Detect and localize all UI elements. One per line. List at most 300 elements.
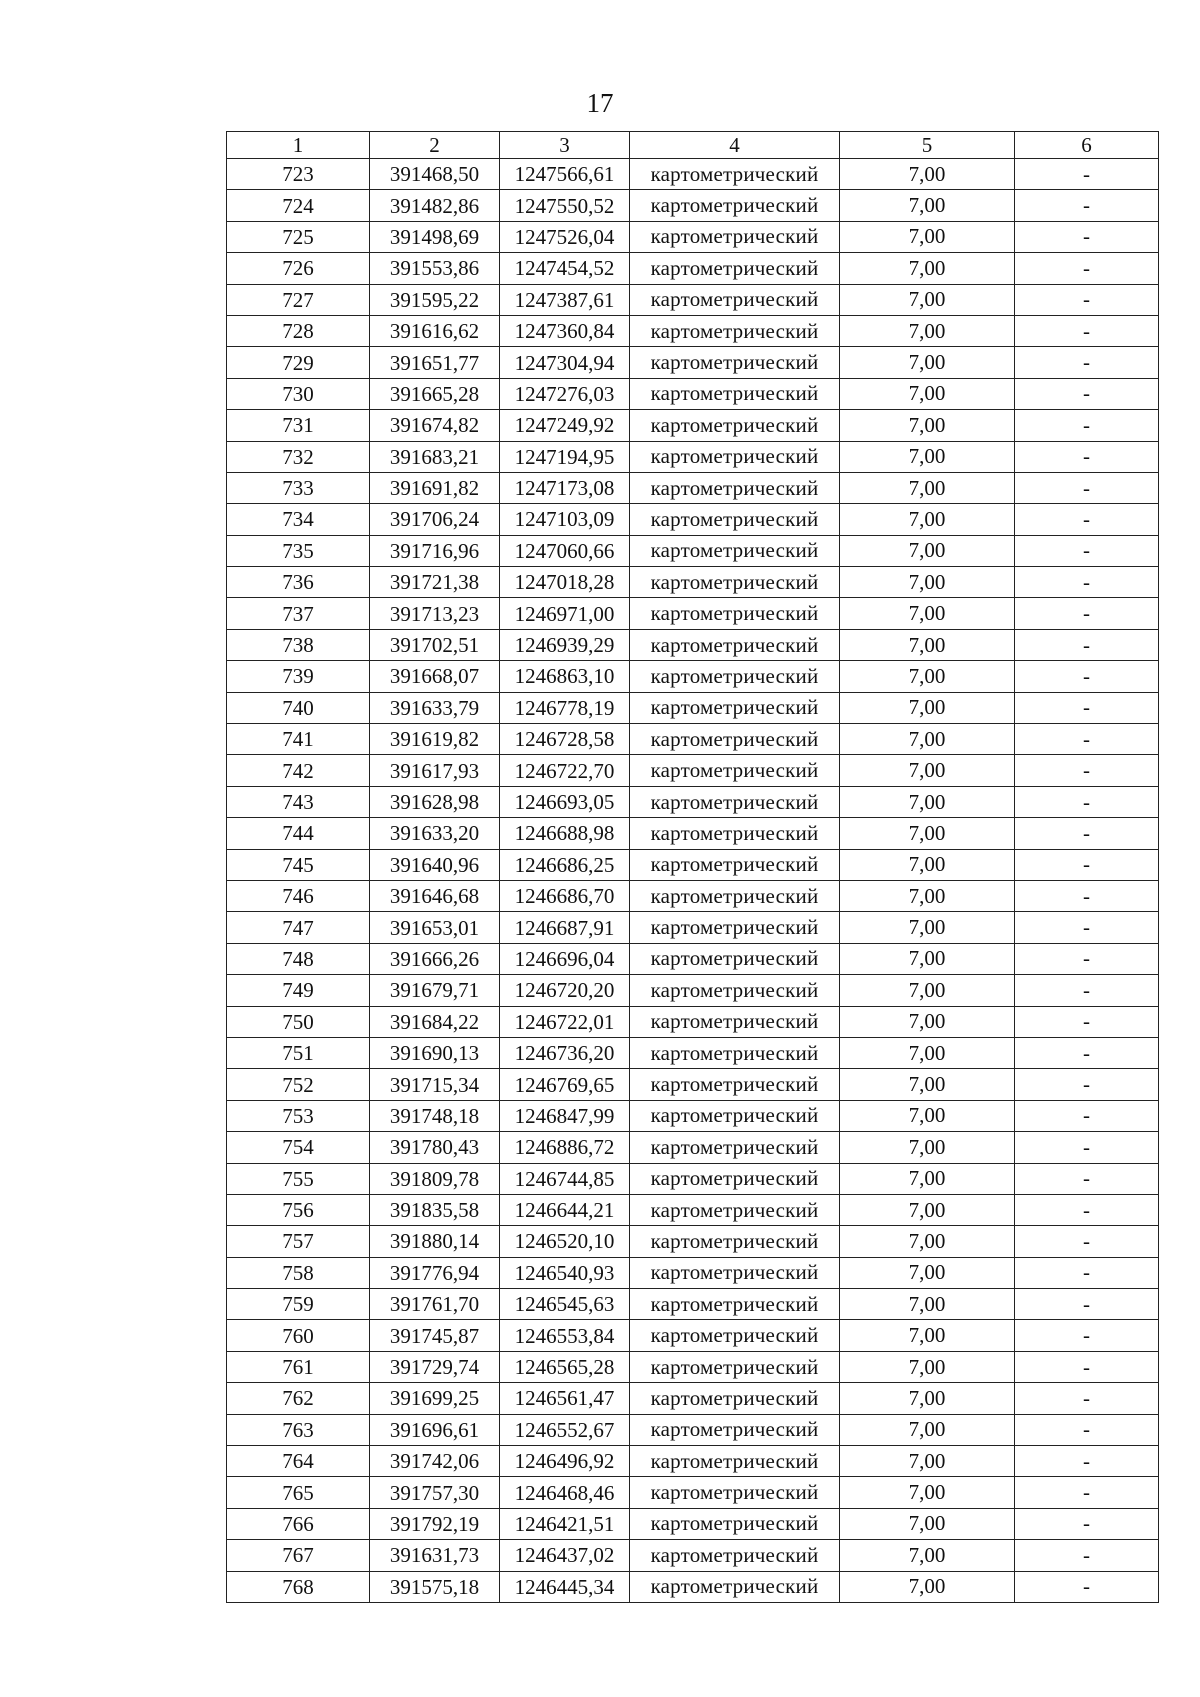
x-coordinate-cell: 391684,22 (370, 1006, 500, 1037)
point-number-cell: 736 (227, 567, 370, 598)
note-cell: - (1015, 284, 1159, 315)
y-coordinate-cell: 1246565,28 (500, 1351, 630, 1382)
method-cell: картометрический (630, 1037, 840, 1068)
y-coordinate-cell: 1246686,70 (500, 880, 630, 911)
accuracy-cell: 7,00 (840, 692, 1015, 723)
y-coordinate-cell: 1247194,95 (500, 441, 630, 472)
column-header: 4 (630, 132, 840, 159)
table-row (227, 724, 1159, 755)
point-number-cell: 759 (227, 1289, 370, 1320)
x-coordinate-cell: 391631,73 (370, 1540, 500, 1571)
y-coordinate-cell: 1246496,92 (500, 1446, 630, 1477)
note-cell: - (1015, 1194, 1159, 1225)
column-header: 5 (840, 132, 1015, 159)
point-number-cell: 761 (227, 1351, 370, 1382)
accuracy-cell: 7,00 (840, 661, 1015, 692)
method-cell: картометрический (630, 221, 840, 252)
note-cell: - (1015, 378, 1159, 409)
table-row (227, 692, 1159, 723)
point-number-cell: 747 (227, 912, 370, 943)
x-coordinate-cell: 391665,28 (370, 378, 500, 409)
note-cell: - (1015, 975, 1159, 1006)
table-row (227, 535, 1159, 566)
method-cell: картометрический (630, 755, 840, 786)
point-number-cell: 727 (227, 284, 370, 315)
accuracy-cell: 7,00 (840, 1006, 1015, 1037)
x-coordinate-cell: 391617,93 (370, 755, 500, 786)
y-coordinate-cell: 1246971,00 (500, 598, 630, 629)
method-cell: картометрический (630, 1257, 840, 1288)
x-coordinate-cell: 391691,82 (370, 472, 500, 503)
note-cell: - (1015, 253, 1159, 284)
table-row (227, 1100, 1159, 1131)
method-cell: картометрический (630, 1383, 840, 1414)
y-coordinate-cell: 1246769,65 (500, 1069, 630, 1100)
method-cell: картометрический (630, 504, 840, 535)
x-coordinate-cell: 391595,22 (370, 284, 500, 315)
point-number-cell: 726 (227, 253, 370, 284)
y-coordinate-cell: 1246722,70 (500, 755, 630, 786)
table-row (227, 253, 1159, 284)
point-number-cell: 743 (227, 786, 370, 817)
x-coordinate-cell: 391690,13 (370, 1037, 500, 1068)
x-coordinate-cell: 391619,82 (370, 724, 500, 755)
point-number-cell: 725 (227, 221, 370, 252)
method-cell: картометрический (630, 598, 840, 629)
note-cell: - (1015, 1477, 1159, 1508)
point-number-cell: 744 (227, 818, 370, 849)
method-cell: картометрический (630, 1351, 840, 1382)
x-coordinate-cell: 391780,43 (370, 1132, 500, 1163)
table-body (227, 159, 1159, 1603)
note-cell: - (1015, 943, 1159, 974)
method-cell: картометрический (630, 284, 840, 315)
method-cell: картометрический (630, 1132, 840, 1163)
point-number-cell: 750 (227, 1006, 370, 1037)
point-number-cell: 732 (227, 441, 370, 472)
table-row (227, 1571, 1159, 1602)
note-cell: - (1015, 159, 1159, 190)
y-coordinate-cell: 1247526,04 (500, 221, 630, 252)
accuracy-cell: 7,00 (840, 159, 1015, 190)
y-coordinate-cell: 1247360,84 (500, 315, 630, 346)
table-row (227, 1446, 1159, 1477)
note-cell: - (1015, 567, 1159, 598)
x-coordinate-cell: 391716,96 (370, 535, 500, 566)
point-number-cell: 723 (227, 159, 370, 190)
accuracy-cell: 7,00 (840, 1100, 1015, 1131)
accuracy-cell: 7,00 (840, 598, 1015, 629)
x-coordinate-cell: 391651,77 (370, 347, 500, 378)
y-coordinate-cell: 1246693,05 (500, 786, 630, 817)
x-coordinate-cell: 391699,25 (370, 1383, 500, 1414)
x-coordinate-cell: 391706,24 (370, 504, 500, 535)
x-coordinate-cell: 391482,86 (370, 190, 500, 221)
method-cell: картометрический (630, 1163, 840, 1194)
x-coordinate-cell: 391668,07 (370, 661, 500, 692)
note-cell: - (1015, 818, 1159, 849)
accuracy-cell: 7,00 (840, 943, 1015, 974)
column-header: 2 (370, 132, 500, 159)
page-number: 17 (586, 88, 614, 118)
method-cell: картометрический (630, 378, 840, 409)
accuracy-cell: 7,00 (840, 1351, 1015, 1382)
y-coordinate-cell: 1246520,10 (500, 1226, 630, 1257)
method-cell: картометрический (630, 943, 840, 974)
table-row (227, 1414, 1159, 1445)
note-cell: - (1015, 1540, 1159, 1571)
x-coordinate-cell: 391640,96 (370, 849, 500, 880)
table-row (227, 912, 1159, 943)
method-cell: картометрический (630, 849, 840, 880)
point-number-cell: 768 (227, 1571, 370, 1602)
accuracy-cell: 7,00 (840, 975, 1015, 1006)
y-coordinate-cell: 1246847,99 (500, 1100, 630, 1131)
column-header: 1 (227, 132, 370, 159)
note-cell: - (1015, 410, 1159, 441)
point-number-cell: 746 (227, 880, 370, 911)
y-coordinate-cell: 1247249,92 (500, 410, 630, 441)
y-coordinate-cell: 1247550,52 (500, 190, 630, 221)
y-coordinate-cell: 1246736,20 (500, 1037, 630, 1068)
point-number-cell: 735 (227, 535, 370, 566)
point-number-cell: 740 (227, 692, 370, 723)
accuracy-cell: 7,00 (840, 1037, 1015, 1068)
x-coordinate-cell: 391633,20 (370, 818, 500, 849)
point-number-cell: 752 (227, 1069, 370, 1100)
x-coordinate-cell: 391880,14 (370, 1226, 500, 1257)
accuracy-cell: 7,00 (840, 849, 1015, 880)
x-coordinate-cell: 391628,98 (370, 786, 500, 817)
method-cell: картометрический (630, 535, 840, 566)
point-number-cell: 731 (227, 410, 370, 441)
y-coordinate-cell: 1246644,21 (500, 1194, 630, 1225)
method-cell: картометрический (630, 253, 840, 284)
note-cell: - (1015, 1508, 1159, 1539)
y-coordinate-cell: 1246468,46 (500, 1477, 630, 1508)
note-cell: - (1015, 1006, 1159, 1037)
note-cell: - (1015, 1226, 1159, 1257)
x-coordinate-cell: 391792,19 (370, 1508, 500, 1539)
table-row (227, 1508, 1159, 1539)
x-coordinate-cell: 391713,23 (370, 598, 500, 629)
table-row (227, 1540, 1159, 1571)
column-header: 3 (500, 132, 630, 159)
note-cell: - (1015, 786, 1159, 817)
accuracy-cell: 7,00 (840, 315, 1015, 346)
accuracy-cell: 7,00 (840, 1257, 1015, 1288)
point-number-cell: 755 (227, 1163, 370, 1194)
note-cell: - (1015, 912, 1159, 943)
point-number-cell: 764 (227, 1446, 370, 1477)
point-number-cell: 739 (227, 661, 370, 692)
note-cell: - (1015, 347, 1159, 378)
accuracy-cell: 7,00 (840, 1414, 1015, 1445)
y-coordinate-cell: 1247103,09 (500, 504, 630, 535)
table-row (227, 1069, 1159, 1100)
table-row (227, 1194, 1159, 1225)
table-row (227, 159, 1159, 190)
y-coordinate-cell: 1246552,67 (500, 1414, 630, 1445)
table-row (227, 975, 1159, 1006)
table-row (227, 755, 1159, 786)
table-row (227, 786, 1159, 817)
x-coordinate-cell: 391776,94 (370, 1257, 500, 1288)
y-coordinate-cell: 1246722,01 (500, 1006, 630, 1037)
x-coordinate-cell: 391745,87 (370, 1320, 500, 1351)
x-coordinate-cell: 391757,30 (370, 1477, 500, 1508)
note-cell: - (1015, 190, 1159, 221)
point-number-cell: 751 (227, 1037, 370, 1068)
point-number-cell: 767 (227, 1540, 370, 1571)
accuracy-cell: 7,00 (840, 724, 1015, 755)
method-cell: картометрический (630, 1194, 840, 1225)
method-cell: картометрический (630, 629, 840, 660)
y-coordinate-cell: 1247060,66 (500, 535, 630, 566)
note-cell: - (1015, 472, 1159, 503)
point-number-cell: 741 (227, 724, 370, 755)
y-coordinate-cell: 1246421,51 (500, 1508, 630, 1539)
x-coordinate-cell: 391498,69 (370, 221, 500, 252)
table-row (227, 1383, 1159, 1414)
note-cell: - (1015, 1069, 1159, 1100)
x-coordinate-cell: 391679,71 (370, 975, 500, 1006)
y-coordinate-cell: 1246437,02 (500, 1540, 630, 1571)
note-cell: - (1015, 880, 1159, 911)
point-number-cell: 729 (227, 347, 370, 378)
y-coordinate-cell: 1247018,28 (500, 567, 630, 598)
table-row (227, 472, 1159, 503)
table-row (227, 410, 1159, 441)
note-cell: - (1015, 692, 1159, 723)
x-coordinate-cell: 391553,86 (370, 253, 500, 284)
x-coordinate-cell: 391468,50 (370, 159, 500, 190)
point-number-cell: 745 (227, 849, 370, 880)
table-row (227, 315, 1159, 346)
note-cell: - (1015, 598, 1159, 629)
method-cell: картометрический (630, 818, 840, 849)
method-cell: картометрический (630, 190, 840, 221)
y-coordinate-cell: 1246545,63 (500, 1289, 630, 1320)
point-number-cell: 753 (227, 1100, 370, 1131)
table-row (227, 1226, 1159, 1257)
point-number-cell: 756 (227, 1194, 370, 1225)
point-number-cell: 737 (227, 598, 370, 629)
point-number-cell: 749 (227, 975, 370, 1006)
method-cell: картометрический (630, 315, 840, 346)
accuracy-cell: 7,00 (840, 629, 1015, 660)
accuracy-cell: 7,00 (840, 1320, 1015, 1351)
point-number-cell: 730 (227, 378, 370, 409)
accuracy-cell: 7,00 (840, 441, 1015, 472)
point-number-cell: 742 (227, 755, 370, 786)
method-cell: картометрический (630, 567, 840, 598)
note-cell: - (1015, 1100, 1159, 1131)
note-cell: - (1015, 315, 1159, 346)
note-cell: - (1015, 1320, 1159, 1351)
point-number-cell: 754 (227, 1132, 370, 1163)
note-cell: - (1015, 849, 1159, 880)
accuracy-cell: 7,00 (840, 912, 1015, 943)
table-row (227, 661, 1159, 692)
y-coordinate-cell: 1247304,94 (500, 347, 630, 378)
x-coordinate-cell: 391696,61 (370, 1414, 500, 1445)
accuracy-cell: 7,00 (840, 1226, 1015, 1257)
table-row (227, 441, 1159, 472)
note-cell: - (1015, 1571, 1159, 1602)
table-row (227, 1477, 1159, 1508)
method-cell: картометрический (630, 661, 840, 692)
x-coordinate-cell: 391674,82 (370, 410, 500, 441)
point-number-cell: 738 (227, 629, 370, 660)
point-number-cell: 728 (227, 315, 370, 346)
table-row (227, 221, 1159, 252)
accuracy-cell: 7,00 (840, 786, 1015, 817)
table-row (227, 818, 1159, 849)
method-cell: картометрический (630, 1069, 840, 1100)
note-cell: - (1015, 1446, 1159, 1477)
method-cell: картометрический (630, 1571, 840, 1602)
y-coordinate-cell: 1246540,93 (500, 1257, 630, 1288)
accuracy-cell: 7,00 (840, 253, 1015, 284)
point-number-cell: 734 (227, 504, 370, 535)
accuracy-cell: 7,00 (840, 410, 1015, 441)
note-cell: - (1015, 1351, 1159, 1382)
note-cell: - (1015, 504, 1159, 535)
point-number-cell: 724 (227, 190, 370, 221)
x-coordinate-cell: 391666,26 (370, 943, 500, 974)
y-coordinate-cell: 1246696,04 (500, 943, 630, 974)
table-row (227, 1320, 1159, 1351)
y-coordinate-cell: 1246445,34 (500, 1571, 630, 1602)
y-coordinate-cell: 1246687,91 (500, 912, 630, 943)
method-cell: картометрический (630, 441, 840, 472)
accuracy-cell: 7,00 (840, 1289, 1015, 1320)
note-cell: - (1015, 535, 1159, 566)
y-coordinate-cell: 1247387,61 (500, 284, 630, 315)
method-cell: картометрический (630, 1226, 840, 1257)
method-cell: картометрический (630, 880, 840, 911)
coordinates-table (226, 131, 1159, 1603)
y-coordinate-cell: 1247454,52 (500, 253, 630, 284)
point-number-cell: 733 (227, 472, 370, 503)
table-row (227, 1163, 1159, 1194)
table-row (227, 378, 1159, 409)
point-number-cell: 762 (227, 1383, 370, 1414)
table-row (227, 943, 1159, 974)
point-number-cell: 765 (227, 1477, 370, 1508)
accuracy-cell: 7,00 (840, 567, 1015, 598)
accuracy-cell: 7,00 (840, 755, 1015, 786)
y-coordinate-cell: 1246744,85 (500, 1163, 630, 1194)
table-row (227, 190, 1159, 221)
accuracy-cell: 7,00 (840, 880, 1015, 911)
y-coordinate-cell: 1246553,84 (500, 1320, 630, 1351)
method-cell: картометрический (630, 1100, 840, 1131)
note-cell: - (1015, 1289, 1159, 1320)
method-cell: картометрический (630, 1006, 840, 1037)
note-cell: - (1015, 724, 1159, 755)
point-number-cell: 760 (227, 1320, 370, 1351)
x-coordinate-cell: 391653,01 (370, 912, 500, 943)
accuracy-cell: 7,00 (840, 378, 1015, 409)
y-coordinate-cell: 1246688,98 (500, 818, 630, 849)
method-cell: картометрический (630, 159, 840, 190)
x-coordinate-cell: 391835,58 (370, 1194, 500, 1225)
accuracy-cell: 7,00 (840, 1508, 1015, 1539)
column-header: 6 (1015, 132, 1159, 159)
x-coordinate-cell: 391715,34 (370, 1069, 500, 1100)
method-cell: картометрический (630, 1289, 840, 1320)
method-cell: картометрический (630, 472, 840, 503)
accuracy-cell: 7,00 (840, 535, 1015, 566)
note-cell: - (1015, 1414, 1159, 1445)
method-cell: картометрический (630, 1477, 840, 1508)
accuracy-cell: 7,00 (840, 504, 1015, 535)
table-row (227, 347, 1159, 378)
x-coordinate-cell: 391748,18 (370, 1100, 500, 1131)
method-cell: картометрический (630, 724, 840, 755)
method-cell: картометрический (630, 1414, 840, 1445)
y-coordinate-cell: 1246561,47 (500, 1383, 630, 1414)
x-coordinate-cell: 391633,79 (370, 692, 500, 723)
accuracy-cell: 7,00 (840, 190, 1015, 221)
accuracy-cell: 7,00 (840, 1571, 1015, 1602)
accuracy-cell: 7,00 (840, 1540, 1015, 1571)
method-cell: картометрический (630, 347, 840, 378)
x-coordinate-cell: 391729,74 (370, 1351, 500, 1382)
note-cell: - (1015, 1383, 1159, 1414)
accuracy-cell: 7,00 (840, 472, 1015, 503)
point-number-cell: 758 (227, 1257, 370, 1288)
table-row (227, 849, 1159, 880)
note-cell: - (1015, 221, 1159, 252)
accuracy-cell: 7,00 (840, 1132, 1015, 1163)
accuracy-cell: 7,00 (840, 818, 1015, 849)
accuracy-cell: 7,00 (840, 284, 1015, 315)
point-number-cell: 763 (227, 1414, 370, 1445)
note-cell: - (1015, 441, 1159, 472)
method-cell: картометрический (630, 1446, 840, 1477)
point-number-cell: 766 (227, 1508, 370, 1539)
x-coordinate-cell: 391646,68 (370, 880, 500, 911)
table-header-row (227, 132, 1159, 159)
y-coordinate-cell: 1246720,20 (500, 975, 630, 1006)
note-cell: - (1015, 1163, 1159, 1194)
method-cell: картометрический (630, 1320, 840, 1351)
accuracy-cell: 7,00 (840, 1383, 1015, 1414)
note-cell: - (1015, 755, 1159, 786)
note-cell: - (1015, 629, 1159, 660)
method-cell: картометрический (630, 1508, 840, 1539)
accuracy-cell: 7,00 (840, 1069, 1015, 1100)
method-cell: картометрический (630, 786, 840, 817)
y-coordinate-cell: 1246886,72 (500, 1132, 630, 1163)
accuracy-cell: 7,00 (840, 1446, 1015, 1477)
y-coordinate-cell: 1247173,08 (500, 472, 630, 503)
method-cell: картометрический (630, 912, 840, 943)
accuracy-cell: 7,00 (840, 1477, 1015, 1508)
method-cell: картометрический (630, 975, 840, 1006)
table-row (227, 1006, 1159, 1037)
x-coordinate-cell: 391575,18 (370, 1571, 500, 1602)
x-coordinate-cell: 391742,06 (370, 1446, 500, 1477)
note-cell: - (1015, 1257, 1159, 1288)
method-cell: картометрический (630, 410, 840, 441)
point-number-cell: 748 (227, 943, 370, 974)
table-row (227, 1351, 1159, 1382)
table-row (227, 1257, 1159, 1288)
